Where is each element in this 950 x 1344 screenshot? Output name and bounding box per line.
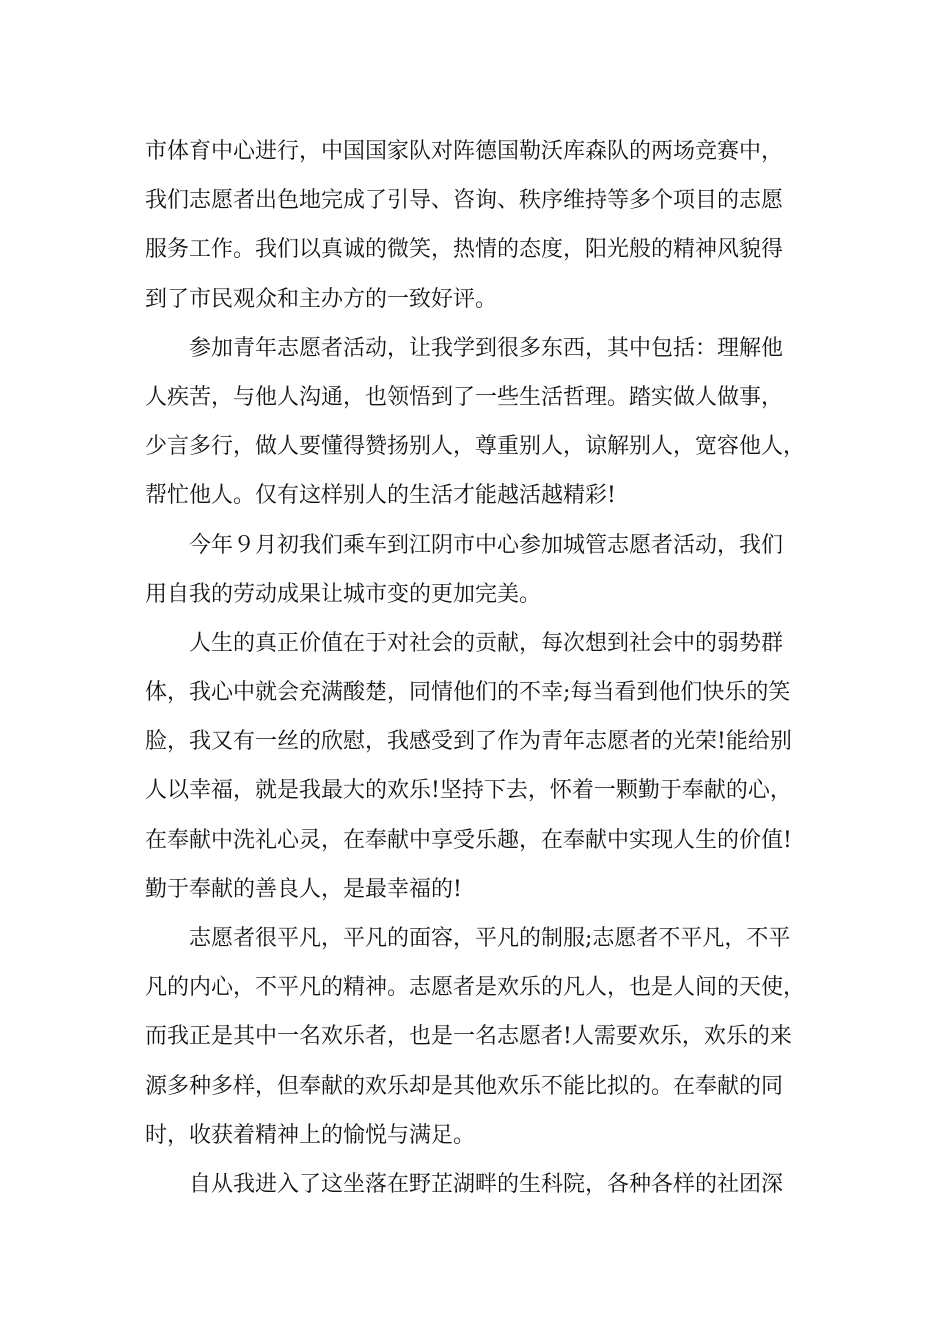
text-line: 勤于奉献的善良人，是最幸福的! (145, 876, 462, 902)
text-line: 体，我心中就会充满酸楚，同情他们的不幸;每当看到他们快乐的笑 (145, 680, 791, 706)
body-text (145, 127, 825, 1209)
text-line: 服务工作。我们以真诚的微笑，热情的态度，阳光般的精神风貌得 (145, 237, 784, 263)
paragraph-first-line: 今年９月初我们乘车到江阴市中心参加城管志愿者活动，我们 (189, 532, 784, 558)
text-line: 用自我的劳动成果让城市变的更加完美。 (145, 581, 542, 607)
text-line: 在奉献中洗礼心灵，在奉献中享受乐趣，在奉献中实现人生的价值! (145, 827, 792, 853)
text-line: 我们志愿者出色地完成了引导、咨询、秩序维持等多个项目的志愿 (145, 188, 784, 214)
text-line: 帮忙他人。仅有这样别人的生活才能越活越精彩! (145, 483, 616, 509)
text-line: 而我正是其中一名欢乐者，也是一名志愿者!人需要欢乐，欢乐的来 (145, 1024, 792, 1050)
text-line: 脸，我又有一丝的欣慰，我感受到了作为青年志愿者的光荣!能给别 (145, 729, 792, 755)
text-line: 时，收获着精神上的愉悦与满足。 (145, 1122, 476, 1148)
paragraph-first-line: 志愿者很平凡，平凡的面容，平凡的制服;志愿者不平凡，不平 (189, 926, 791, 951)
text-line: 到了市民观众和主办方的一致好评。 (145, 286, 498, 312)
text-line: 人以幸福，就是我最大的欢乐!坚持下去，怀着一颗勤于奉献的心， (145, 778, 792, 804)
text-line: 凡的内心，不平凡的精神。志愿者是欢乐的凡人，也是人间的天使， (145, 975, 806, 1001)
text-line: 市体育中心进行，中国国家队对阵德国勒沃库森队的两场竞赛中， (145, 139, 784, 164)
text-line: 源多种多样，但奉献的欢乐却是其他欢乐不能比拟的。在奉献的同 (145, 1073, 784, 1099)
text-line: 少言多行，做人要懂得赞扬别人，尊重别人，谅解别人，宽容他人， (145, 434, 806, 460)
paragraph-first-line: 自从我进入了这坐落在野芷湖畔的生科院，各种各样的社团深 (189, 1171, 784, 1197)
paragraph-first-line: 人生的真正价值在于对社会的贡献，每次想到社会中的弱势群 (189, 630, 784, 656)
paragraph-first-line: 参加青年志愿者活动，让我学到很多东西，其中包括：理解他 (189, 335, 784, 361)
text-line: 人疾苦，与他人沟通，也领悟到了一些生活哲理。踏实做人做事， (145, 384, 784, 410)
